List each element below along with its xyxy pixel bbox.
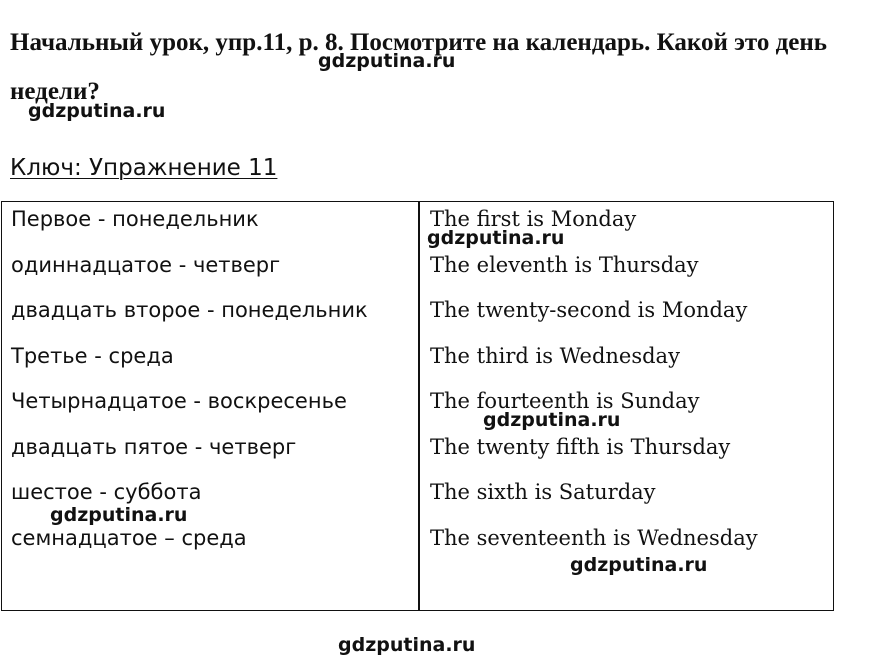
table-cell-ru: шестое - суббота <box>11 480 202 504</box>
table-cell-en: The fourteenth is Sunday <box>430 389 700 413</box>
table-cell-en: The third is Wednesday <box>430 344 680 368</box>
watermark: gdzputina.ru <box>318 50 456 72</box>
table-cell-en: The sixth is Saturday <box>430 480 656 504</box>
table-cell-en: The seventeenth is Wednesday <box>430 526 758 550</box>
table-cell-ru: Первое - понедельник <box>11 207 259 231</box>
watermark: gdzputina.ru <box>50 504 188 526</box>
table-cell-en: The first is Monday <box>430 207 637 231</box>
column-divider <box>418 202 420 610</box>
table-cell-ru: Третье - среда <box>11 344 174 368</box>
watermark: gdzputina.ru <box>427 227 565 249</box>
table-cell-ru: семнадцатое – среда <box>11 526 247 550</box>
watermark: gdzputina.ru <box>338 634 476 656</box>
table-cell-ru: двадцать пятое - четверг <box>11 435 297 459</box>
watermark: gdzputina.ru <box>28 100 166 122</box>
table-cell-ru: одиннадцатое - четверг <box>11 253 281 277</box>
table-cell-ru: двадцать второе - понедельник <box>11 298 368 322</box>
table-cell-en: The twenty-second is Monday <box>430 298 748 322</box>
answer-table <box>1 201 834 611</box>
key-heading: Ключ: Упражнение 11 <box>10 155 278 181</box>
watermark: gdzputina.ru <box>570 554 708 576</box>
table-cell-ru: Четырнадцатое - воскресенье <box>11 389 347 413</box>
exercise-title: Начальный урок, упр.11, р. 8. Посмотрите на календарь. Какой это день недели? <box>10 29 828 105</box>
watermark: gdzputina.ru <box>483 409 621 431</box>
table-cell-en: The twenty fifth is Thursday <box>430 435 731 459</box>
table-cell-en: The eleventh is Thursday <box>430 253 699 277</box>
